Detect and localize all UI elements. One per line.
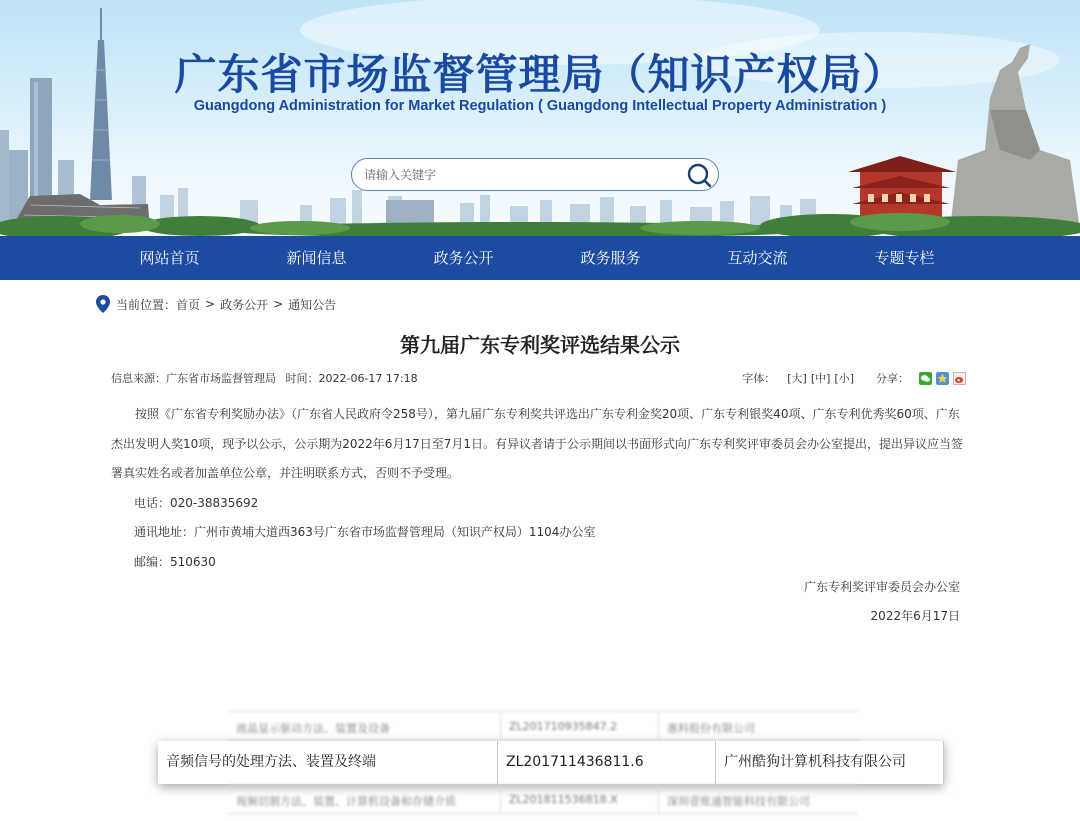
article-time: 时间：2022-06-17 17:18 [285,372,418,385]
site-title: 广东省市场监督管理局（知识产权局） [174,50,906,99]
patent-number-cell: ZL201711436811.6 [498,741,716,784]
article-paragraph: 按照《广东省专利奖励办法》（广东省人民政府令258号），第九届广东专利奖共评选出广东专利金奖20项、广东专利银奖40项、广东专利优秀奖60项、广东杰出发明人奖10项，现予以公示，公示期为2022年6月17日至7月1日。有异议者请于公示期间以书面形式向广东专利奖评审委员会办公室提出，提出异议应当签署真实姓名或者加盖单位公章，并注明联系方式，否则不予受理。 [111,407,963,480]
location-pin-icon [96,295,110,313]
font-size-small[interactable]: [小] [834,372,854,385]
skyline-illustration [0,0,1080,236]
breadcrumb-separator: > [205,297,216,311]
share-label: 分享： [876,372,909,385]
breadcrumb-gov-affairs[interactable]: 政务公开 [220,297,269,312]
site-subtitle-en: Guangdong Administration for Market Regulation ( Guangdong Intellectual Property Administration ) [193,98,887,114]
wechat-icon[interactable] [919,372,932,385]
breadcrumb-notices[interactable]: 通知公告 [288,297,337,312]
article-source: 信息来源：广东省市场监督管理局 [111,372,276,385]
contact-phone: 电话：020-38835692 [134,495,259,510]
nav-item-gov-affairs[interactable]: 政务公开 [433,249,494,267]
qzone-icon[interactable] [936,372,949,385]
nav-item-interaction[interactable]: 互动交流 [727,249,788,267]
publish-date: 2022年6月17日 [870,609,960,623]
table-screenshot-image [158,700,948,821]
weibo-icon[interactable] [953,372,966,385]
article-title: 第九届广东专利奖评选结果公示 [400,333,680,357]
font-size-label: 字体： [742,372,776,385]
search-icon[interactable] [686,162,712,188]
font-size-large[interactable]: [大] [787,372,807,385]
breadcrumb-label: 当前位置： [116,297,177,312]
main-nav [0,236,1080,280]
article-body [111,400,966,577]
nav-item-gov-services[interactable]: 政务服务 [580,249,641,267]
nav-item-home[interactable]: 网站首页 [139,249,200,267]
patent-name-cell: 音频信号的处理方法、装置及终端 [158,741,498,784]
breadcrumb-home[interactable]: 首页 [176,297,201,312]
font-size-medium[interactable]: [中] [810,372,831,385]
breadcrumb-separator: > [273,297,284,311]
contact-address: 通讯地址：广州市黄埔大道西363号广东省市场监督管理局（知识产权局）1104办公室 [134,525,596,539]
search-box [351,158,719,191]
blurred-table-row: 视频切割方法、装置、计算机设备和存储介质 ZL201811536818.X 深圳壹账通智能科技有限公司 [228,784,858,814]
breadcrumb [96,294,336,314]
blurred-table-row: 液晶显示驱动方法、装置及设备 ZL201710935847.2 惠科股份有限公司 [228,711,858,741]
highlighted-table-row [158,741,944,784]
article-tools [742,370,966,386]
nav-item-topics[interactable]: 专题专栏 [874,249,935,267]
article-meta [111,370,418,386]
header-banner [0,0,1080,236]
search-input[interactable] [364,165,674,185]
patent-holder-cell: 广州酷狗计算机科技有限公司 [716,741,944,784]
signer: 广东专利奖评审委员会办公室 [803,580,960,594]
contact-postcode: 邮编：510630 [134,554,216,569]
nav-item-news[interactable]: 新闻信息 [286,249,347,267]
